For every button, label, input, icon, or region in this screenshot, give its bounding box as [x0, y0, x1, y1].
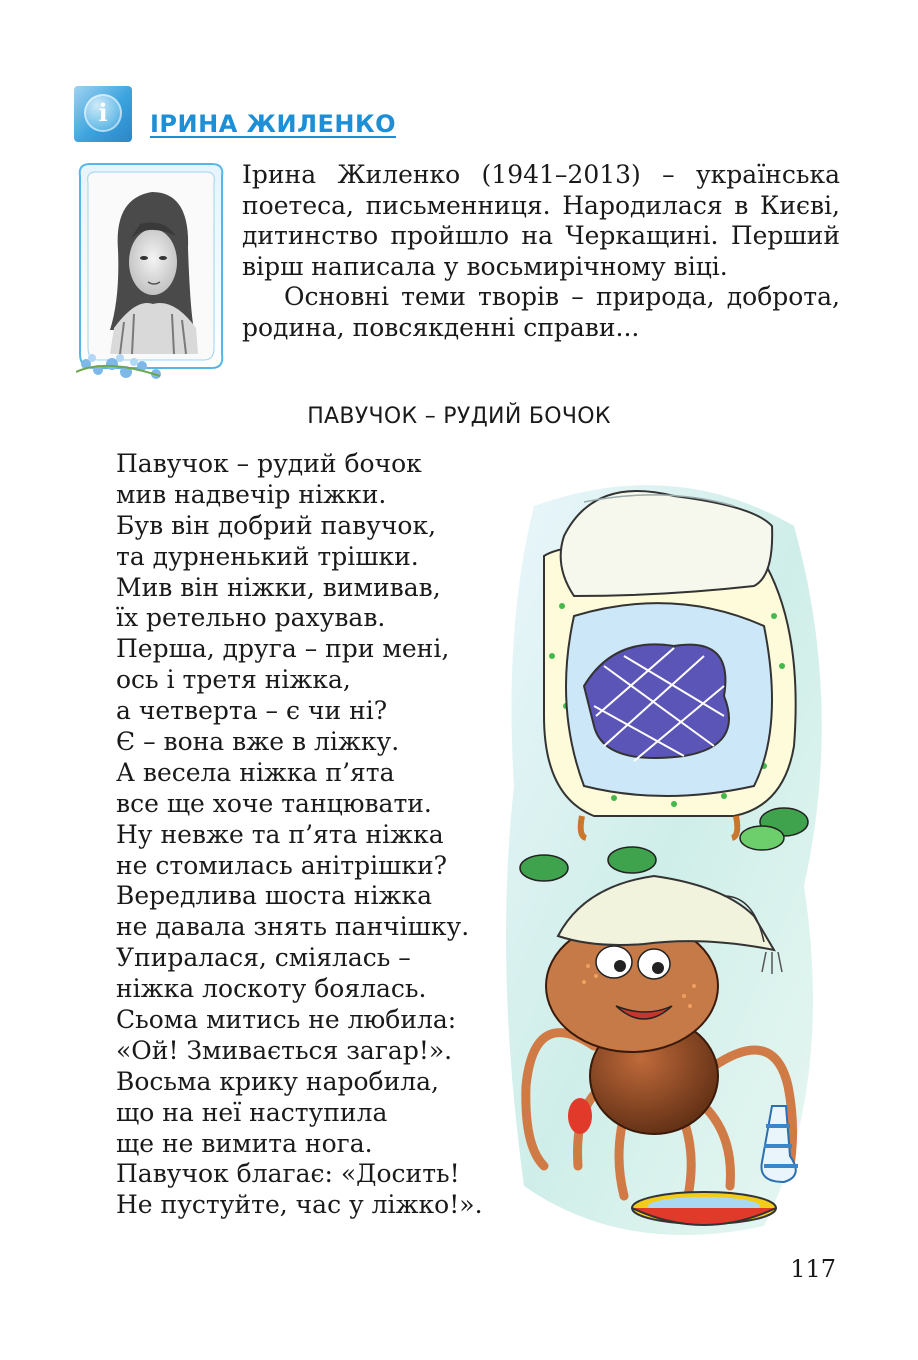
poem-line: а четверта – є чи ні? [116, 696, 388, 726]
poem-line: А весела ніжка п’ята [116, 757, 395, 787]
author-portrait [76, 158, 226, 384]
info-icon [74, 86, 132, 142]
poem-line: ще не вимита нога. [116, 1128, 373, 1158]
poem-line: Вередлива шоста ніжка [116, 881, 432, 911]
page-number: 117 [790, 1255, 836, 1283]
bio-paragraph: Ірина Жиленко (1941–2013) – українська поетеса, письменниця. Народилася в Києві, дитинство пройшло на Черкащині. Перший вірш написала у восьмирічному віці. [242, 160, 840, 281]
poem-line: їх ретельно рахував. [116, 603, 386, 633]
poem-title: ПАВУЧОК – РУДИЙ БОЧОК [307, 404, 611, 429]
poem-line: ніжка лоскоту боялась. [116, 974, 427, 1004]
poem-text [116, 449, 526, 1221]
poem-line: та дурненький трішки. [116, 541, 419, 571]
poem-line: Упиралася, сміялась – [116, 943, 411, 973]
poem-line: Мив він ніжки, вимивав, [116, 572, 441, 602]
bio-paragraph: Основні теми творів – природа, доброта, родина, повсякденні справи... [242, 282, 840, 342]
poem-line: Є – вона вже в ліжку. [116, 727, 400, 757]
poem-line: все ще хоче танцювати. [116, 788, 432, 818]
poem-line: що на неї наступила [116, 1097, 388, 1127]
poem-line: Сьома митись не любила: [116, 1005, 457, 1035]
poem-line: не давала знять панчішку. [116, 912, 470, 942]
poem-line: Був він добрий павучок, [116, 510, 437, 540]
poem-line: Восьма крику наробила, [116, 1066, 439, 1096]
poem-line: Ну невже та п’ята ніжка [116, 819, 444, 849]
poem-line: Павучок – рудий бочок [116, 449, 422, 478]
poem-line: ось і третя ніжка, [116, 665, 351, 695]
poem-line: «Ой! Змивається загар!». [116, 1035, 453, 1065]
poem-line: не стомилась анітрішки? [116, 850, 448, 880]
spider-illustration [504, 466, 834, 1246]
author-heading: ІРИНА ЖИЛЕНКО [150, 110, 397, 138]
author-bio [242, 160, 840, 343]
poem-line: Павучок благає: «Досить! [116, 1159, 460, 1189]
info-icon-glyph: i [84, 94, 122, 132]
poem-line: мив надвечір ніжки. [116, 479, 387, 509]
poem-line: Не пустуйте, час у ліжко!». [116, 1190, 483, 1220]
poem-line: Перша, друга – при мені, [116, 634, 450, 664]
